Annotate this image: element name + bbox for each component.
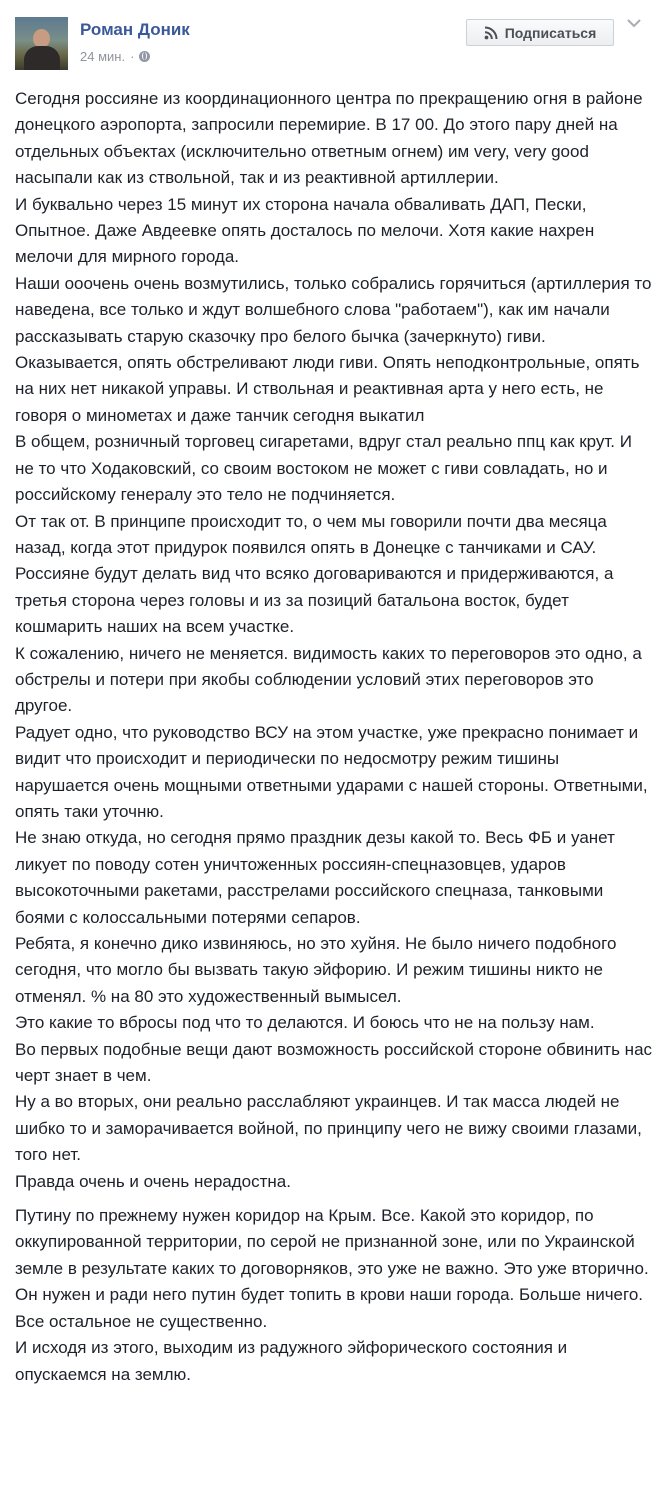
post-paragraph: Не знаю откуда, но сегодня прямо праздник дезы какой то. Весь ФБ и уанет ликует по поводу сотен уничтоженных россиян-спецназовцев, ударов высокоточными ракетами, расстрелами российского спецназа, танковыми боями с колоссальными потерями сепаров. (15, 828, 620, 927)
post-paragraph: И исходя из этого, выходим из радужного эйфорического состояния и опускаемся на землю. (15, 1338, 572, 1384)
post-paragraph: Радует одно, что руководство ВСУ на этом участке, уже прекрасно понимает и видит что происходит и периодически по недосмотру режим тишины нарушается очень мощными ответными ударами с нашей стороны. Ответными, опять таки уточню. (15, 722, 653, 821)
post-paragraph: Это какие то вбросы под что то делаются. И боюсь что не на пользу нам. (15, 1013, 595, 1033)
post-paragraph: И буквально через 15 минут их сторона начала обваливать ДАП, Пески, Опытное. Даже Авдеевке опять досталось по мелочи. Хотя какие нахрен мелочи для мирного города. (15, 194, 599, 267)
subscribe-button[interactable] (466, 19, 614, 46)
post-meta (80, 49, 150, 64)
globe-icon[interactable] (139, 51, 150, 62)
post-paragraph: Наши ооочень очень возмутились, только собрались горячиться (артиллерия то наведена, все только и ждут волшебного слова "работаем"), как им начали рассказывать старую сказочку про белого бычка (зачеркнуто) гиви. (15, 273, 657, 346)
post-paragraph: Правда очень и очень нерадостна. (15, 1171, 291, 1191)
rss-icon (484, 26, 498, 40)
post-paragraph: Ребята, я конечно дико извиняюсь, но это хуйня. Не было ничего подобного сегодня, что могло бы вызвать такую эйфорию. И режим тишины никто не отменял. % на 80 это художественный вымысел. (15, 934, 622, 1006)
avatar[interactable] (15, 17, 68, 70)
meta-separator: · (130, 49, 135, 64)
post-timestamp[interactable]: 24 мин. (80, 49, 126, 64)
post-paragraph: Россияне будут делать вид что всяко договариваются и придерживаются, а третья сторона через головы и из за позиций батальона восток, будет кошмарить наших на всем участке. (15, 564, 619, 637)
post-body (15, 86, 655, 1388)
post-paragraph: Ну а во вторых, они реально расслабляют украинцев. И так масса людей не шибко то и заморачивается войной, по принципу чего не вижу своими глазами, того нет. (15, 1092, 647, 1165)
post-paragraph: К сожалению, ничего не меняется. видимость каких то переговоров это одно, а обстрелы и потери при якобы соблюдении условий этих переговоров это другое. (15, 643, 647, 716)
post-paragraph: Сегодня россияне из координационного центра по прекращению огня в районе донецкого аэропорта, запросили перемирие. В 17 00. До этого пару дней на отдельных объектах (исключительно ответным огнем) им very, very good насыпали как из ствольной, так и из реактивной артиллерии. (15, 89, 648, 188)
post-paragraph: Путину по прежнему нужен коридор на Крым. Все. Какой это коридор, по оккупированной территории, по серой не признанной зоне, или по Украинской земле в результате каких то договорняков, это уже не важно. Это уже вторично. Он нужен и ради него путин будет топить в крови наши города. Больше ничего. Все остальное не существенно. (15, 1206, 654, 1331)
post-paragraph: В общем, розничный торговец сигаретами, вдруг стал реально ппц как крут. И не то что Ходаковский, со своим востоком не может с гиви совладать, но и российскому генералу это тело не подчиняется. (15, 432, 637, 505)
chevron-down-icon[interactable] (626, 17, 642, 29)
post-paragraph: От так от. В принципе происходит то, о чем мы говорили почти два месяца назад, когда этот придурок появился опять в Донецке с танчиками и САУ. (15, 511, 612, 557)
avatar-body (24, 46, 60, 70)
post-header (0, 0, 670, 80)
post-paragraph: Во первых подобные вещи дают возможность российской стороне обвинить нас черт знает в чем. (15, 1039, 657, 1086)
subscribe-label: Подписаться (504, 24, 597, 41)
author-name-link[interactable]: Роман Доник (80, 20, 190, 39)
post-paragraph: Оказывается, опять обстреливают люди гиви. Опять неподконтрольные, опять на них нет никакой управы. И ствольная и реактивная арта у него есть, не говоря о минометах и даже танчик сегодня выкатил (15, 353, 645, 425)
